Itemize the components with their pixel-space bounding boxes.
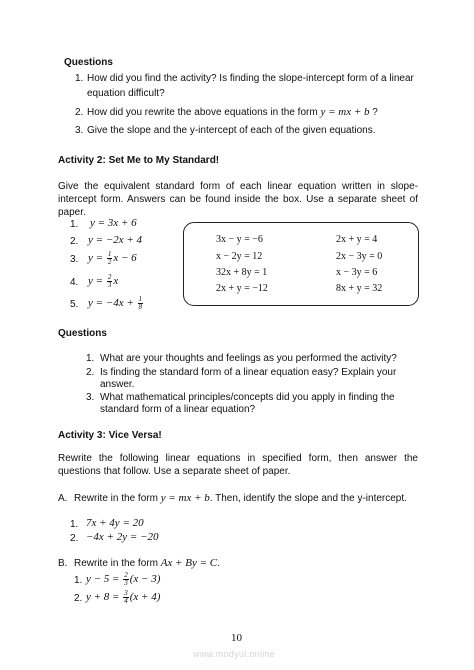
- question-number: 2.: [86, 367, 95, 378]
- answer-option: 8x + y = 32: [336, 283, 383, 294]
- watermark: www.modyul.online: [193, 649, 276, 659]
- question-number: 3.: [86, 392, 95, 403]
- activity-2-title: Activity 2: Set Me to My Standard!: [58, 155, 220, 166]
- part-a-letter: A.: [58, 493, 68, 504]
- question-text: Is finding the standard form of a linear equation easy? Explain your: [100, 367, 397, 378]
- answer-option: 2x + y = 4: [336, 234, 378, 245]
- question-text-continued: answer.: [100, 379, 135, 390]
- equation: y − 5 = $\frac{2}{3}$ (x − 3): [86, 570, 161, 587]
- question-number: 3.: [75, 125, 84, 136]
- question-number: 2.: [75, 107, 84, 118]
- equation-number: 1.: [70, 219, 79, 230]
- question-text-continued: equation difficult?: [87, 88, 165, 99]
- equation-number: 2.: [70, 236, 79, 247]
- part-b-instructions: Rewrite in the form Ax + By = C.: [74, 557, 220, 569]
- inline-math: y = mx + b: [320, 106, 370, 118]
- questions-heading-1: Questions: [64, 57, 113, 68]
- equation-number: 5.: [70, 299, 79, 310]
- equation-number: 3.: [70, 254, 79, 265]
- equation: 7x + 4y = 20: [86, 517, 144, 529]
- questions-heading-2: Questions: [58, 328, 107, 339]
- equation: y = 3x + 6: [90, 217, 137, 229]
- equation-number: 2.: [74, 593, 83, 604]
- equation-number: 4.: [70, 277, 79, 288]
- answer-option: 3x − y = −6: [216, 234, 263, 245]
- answer-option: x − 2y = 12: [216, 251, 263, 262]
- page-number: 10: [231, 632, 242, 644]
- equation-number: 1.: [74, 575, 83, 586]
- question-text: Give the slope and the y-intercept of each of the given equations.: [87, 125, 376, 136]
- question-text-continued: standard form of a linear equation?: [100, 404, 256, 415]
- equation-number: 2.: [70, 533, 79, 544]
- answer-option: x − 3y = 6: [336, 267, 378, 278]
- answer-option: 32x + 8y = 1: [216, 267, 268, 278]
- question-number: 1.: [86, 353, 95, 364]
- activity-2-instructions: Give the equivalent standard form of each linear equation written in slope-intercept form. Answers can be found inside the box. Use a separate sheet of paper.: [58, 181, 418, 218]
- equation: y = $\frac{2}{3}$ x: [88, 272, 119, 289]
- equation-number: 1.: [70, 519, 79, 530]
- question-text: How did you rewrite the above equations in the form y = mx + b ?: [87, 106, 378, 118]
- activity-3-instructions: Rewrite the following linear equations in specified form, then answer the questions that follow. Use a separate sheet of paper.: [58, 453, 418, 477]
- question-text: How did you find the activity? Is finding the slope-intercept form of a linear: [87, 73, 414, 84]
- answer-option: 2x + y = −12: [216, 283, 268, 294]
- question-text: What mathematical principles/concepts did you apply in finding the: [100, 392, 395, 403]
- equation: −4x + 2y = −20: [86, 531, 159, 543]
- part-a-instructions: Rewrite in the form y = mx + b. Then, identify the slope and the y-intercept.: [74, 492, 407, 504]
- inline-math: y = mx + b: [160, 492, 210, 504]
- activity-3-title: Activity 3: Vice Versa!: [58, 430, 162, 441]
- equation: y = $\frac{1}{2}$ x − 6: [88, 249, 137, 266]
- part-b-letter: B.: [58, 558, 68, 569]
- equation: y = −4x + $\frac{1}{8}$: [88, 294, 143, 311]
- equation: y + 8 = $\frac{3}{4}$ (x + 4): [86, 588, 161, 605]
- inline-math: Ax + By = C: [160, 557, 218, 569]
- equation: y = −2x + 4: [88, 234, 143, 246]
- answer-option: 2x − 3y = 0: [336, 251, 383, 262]
- question-text: What are your thoughts and feelings as you performed the activity?: [100, 353, 397, 364]
- question-number: 1.: [75, 73, 84, 84]
